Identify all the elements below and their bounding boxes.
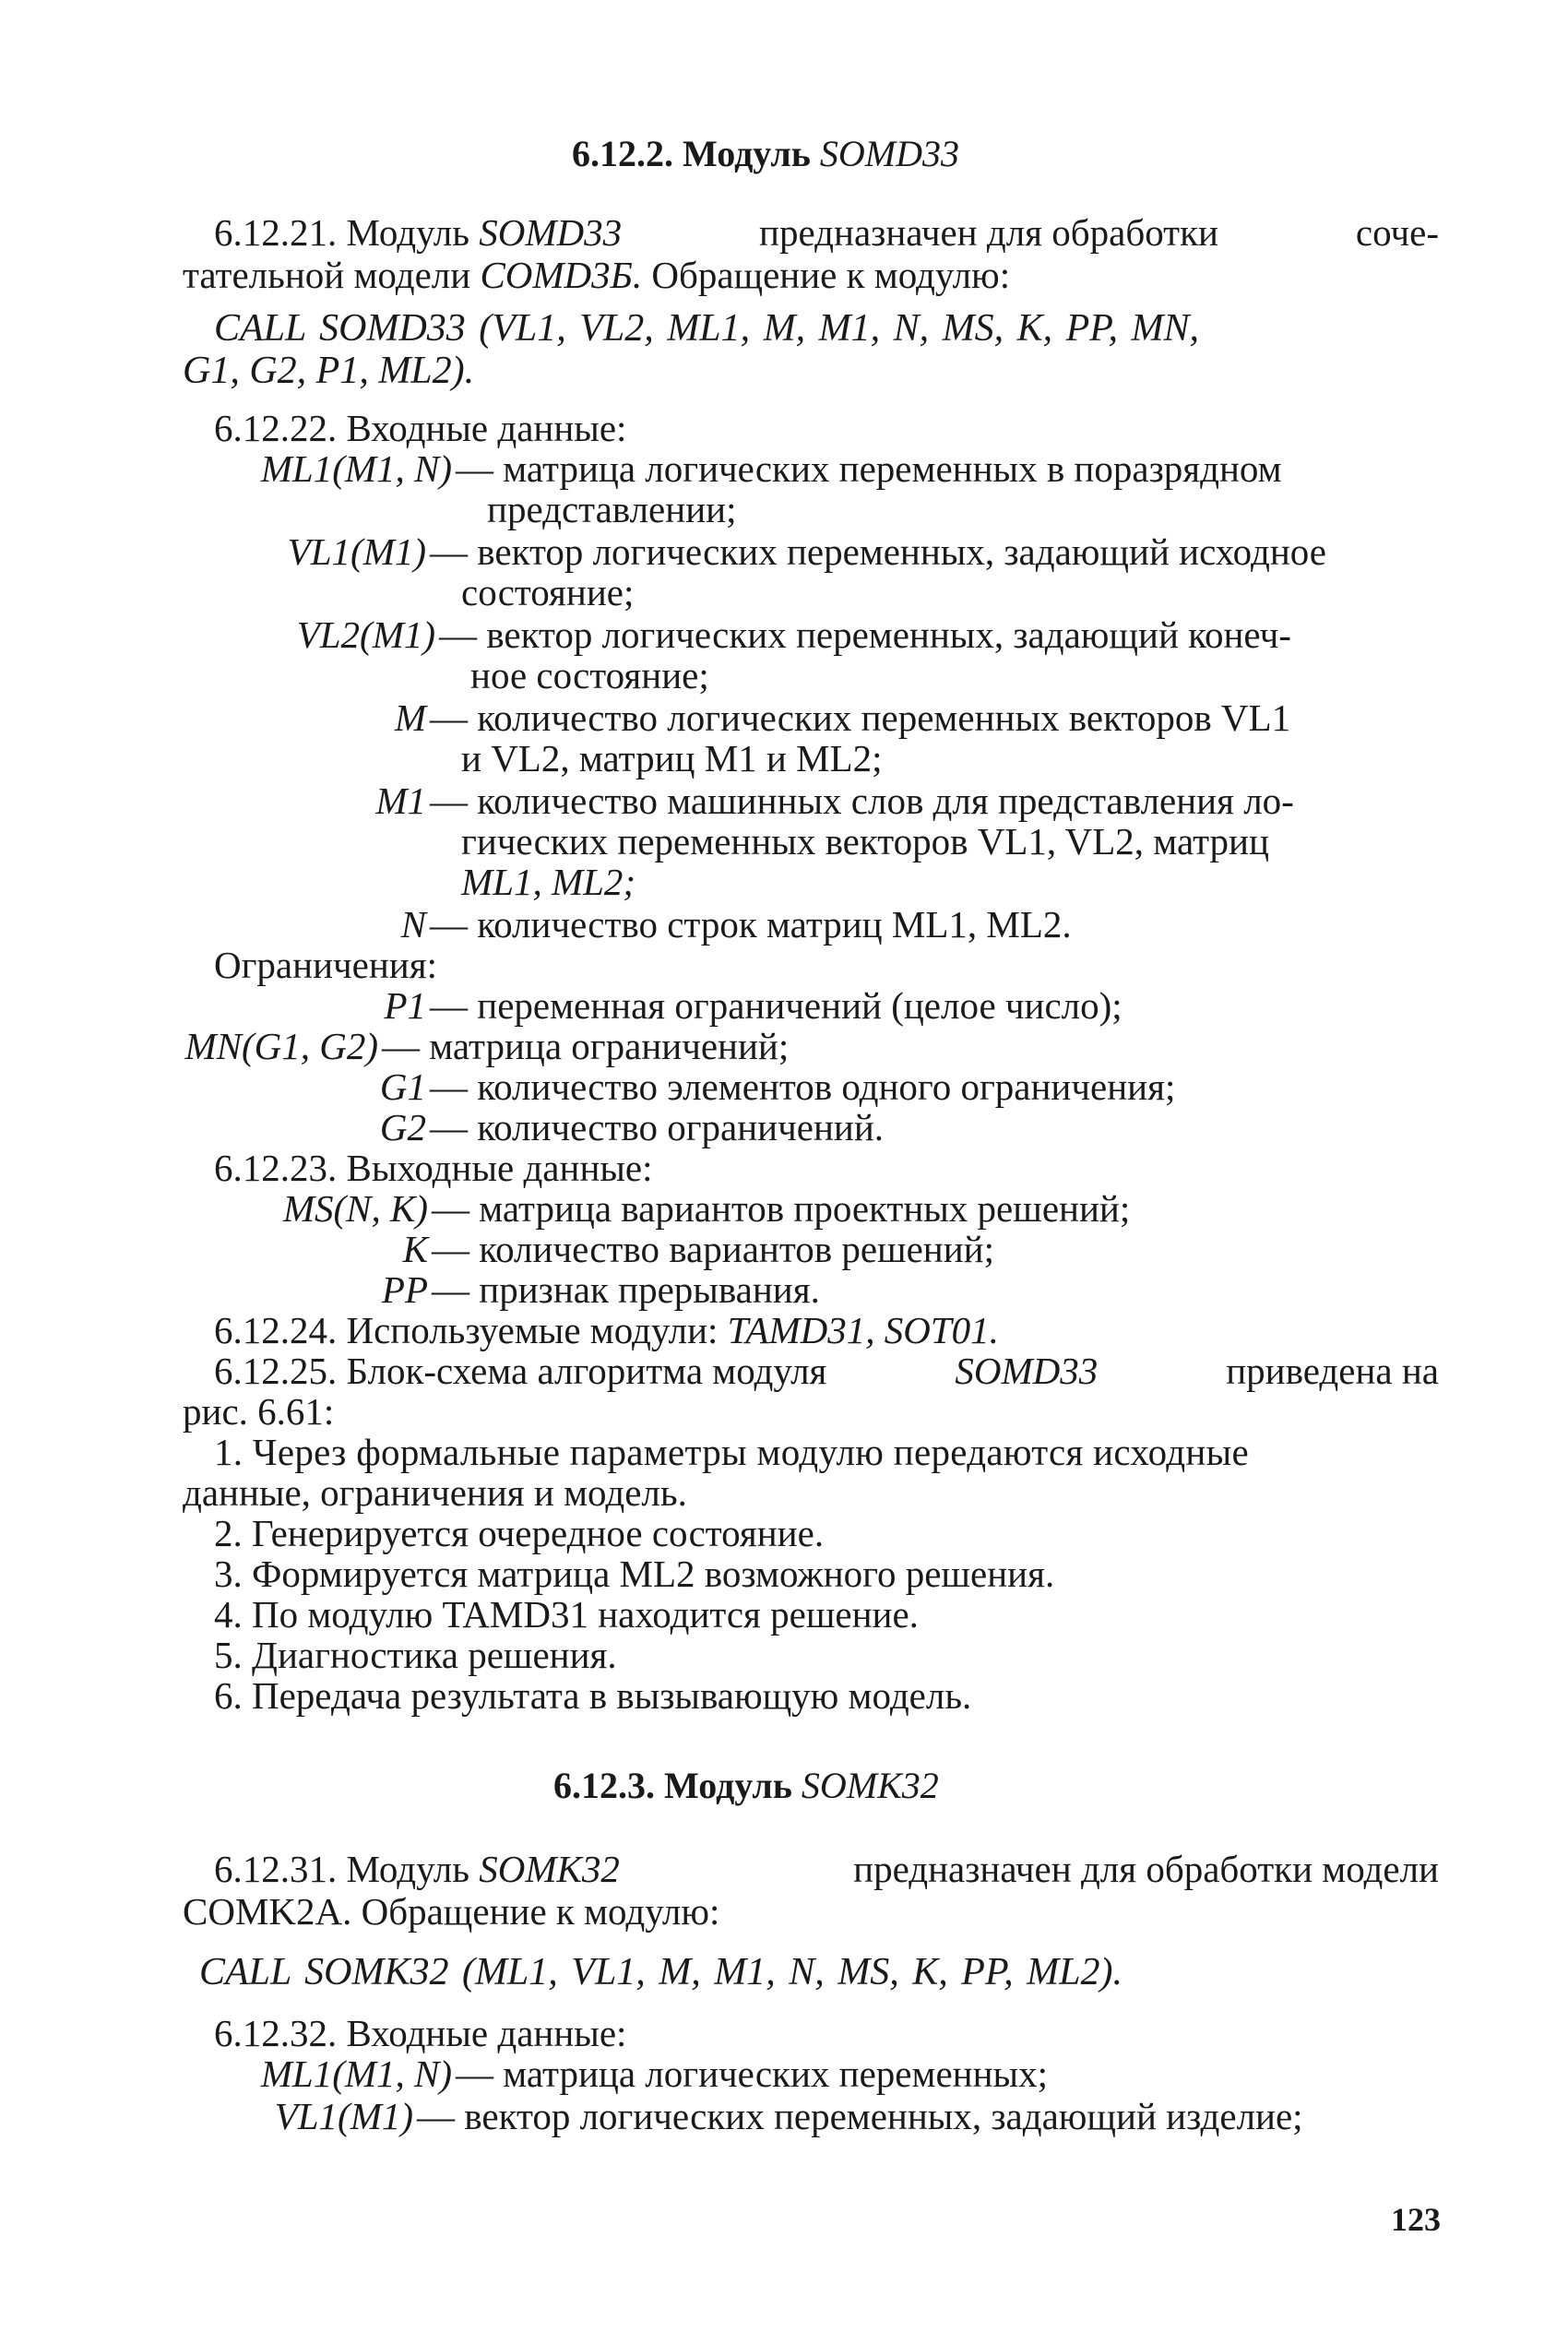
definition-somk32-ml1: ML1(M1, N) — матрица логических переменных;: [260, 2052, 1048, 2095]
definition-ml1: ML1(M1, N) — матрица логических переменных в поразрядном представлении;: [260, 447, 1282, 530]
output-pp: PP — признак прерывания.: [381, 1268, 820, 1311]
section-heading-6-12-3: 6.12.3. Модуль SOMK32: [553, 1765, 939, 1806]
restriction-mn: MN(G1, G2) — матрица ограничений;: [184, 1025, 790, 1067]
paragraph-6-12-24: 6.12.24. Используемые модули: TAMD31, SOT01.: [214, 1309, 999, 1351]
definition-m1: M1 — количество машинных слов для представления ло- гических переменных векторов VL1, VL2, матриц ML1, ML2;: [375, 779, 1294, 903]
definition-vl1: VL1(M1) — вектор логических переменных, задающий исходное состояние;: [287, 530, 1326, 613]
definition-m: M — количество логических переменных векторов VL1 и VL2, матриц M1 и ML2;: [394, 696, 1291, 779]
definition-n: N — количество строк матриц ML1, ML2.: [400, 903, 1072, 946]
restriction-p1: P1 — переменная ограничений (целое число);: [384, 984, 1123, 1027]
paragraph-6-12-23: 6.12.23. Выходные данные:: [214, 1147, 653, 1189]
definition-somk32-vl1: VL1(M1) — вектор логических переменных, задающий изделие;: [274, 2095, 1303, 2137]
paragraph-6-12-22: 6.12.22. Входные данные:: [214, 407, 627, 449]
call-statement-somd33-line2: G1, G2, P1, ML2).: [183, 350, 475, 392]
restriction-g1: G1 — количество элементов одного ограничения;: [379, 1065, 1176, 1108]
page-number: 123: [1391, 2201, 1441, 2238]
call-statement-somd33-line1: CALL SOMD33 (VL1, VL2, ML1, M, M1, N, MS, K, PP, MN,: [214, 307, 1200, 350]
definition-vl2: VL2(M1) — вектор логических переменных, задающий конеч- ное состояние;: [296, 613, 1291, 696]
step-3: 3. Формируется матрица ML2 возможного решения.: [214, 1553, 1055, 1595]
output-k: K — количество вариантов решений;: [402, 1228, 994, 1270]
paragraph-6-12-21-line2: тательной модели COMD3Б. Обращение к модулю:: [183, 254, 1011, 296]
paragraph-6-12-31-line1: 6.12.31. Модуль SOMK32 предназначен для обработки модели: [214, 1848, 1439, 1890]
output-ms: MS(N, K) — матрица вариантов проектных решений;: [282, 1187, 1131, 1230]
call-statement-somk32: CALL SOMK32 (ML1, VL1, M, M1, N, MS, K, PP, ML2).: [199, 1951, 1123, 1993]
step-6: 6. Передача результата в вызывающую модель.: [214, 1674, 972, 1717]
restrictions-label: Ограничения:: [214, 944, 437, 986]
section-heading-6-12-2: 6.12.2. Модуль SOMD33: [572, 133, 959, 174]
paragraph-6-12-25-line2: рис. 6.61:: [183, 1390, 335, 1433]
step-1-line1: 1. Через формальные параметры модулю передаются исходные: [214, 1431, 1249, 1473]
restriction-g2: G2 — количество ограничений.: [379, 1106, 885, 1148]
step-2: 2. Генерируется очередное состояние.: [214, 1512, 825, 1554]
paragraph-6-12-31-line2: COMK2A. Обращение к модулю:: [183, 1890, 720, 1933]
paragraph-6-12-32: 6.12.32. Входные данные:: [214, 2012, 627, 2054]
step-1-line2: данные, ограничения и модель.: [183, 1471, 687, 1514]
step-5: 5. Диагностика решения.: [214, 1634, 617, 1676]
paragraph-6-12-21-line1: 6.12.21. Модуль SOMD33 предназначен для обработки соче-: [214, 211, 1439, 254]
step-4: 4. По модулю TAMD31 находится решение.: [214, 1593, 919, 1636]
paragraph-6-12-25-line1: 6.12.25. Блок-схема алгоритма модуля SOMD33 приведена на: [214, 1350, 1439, 1392]
